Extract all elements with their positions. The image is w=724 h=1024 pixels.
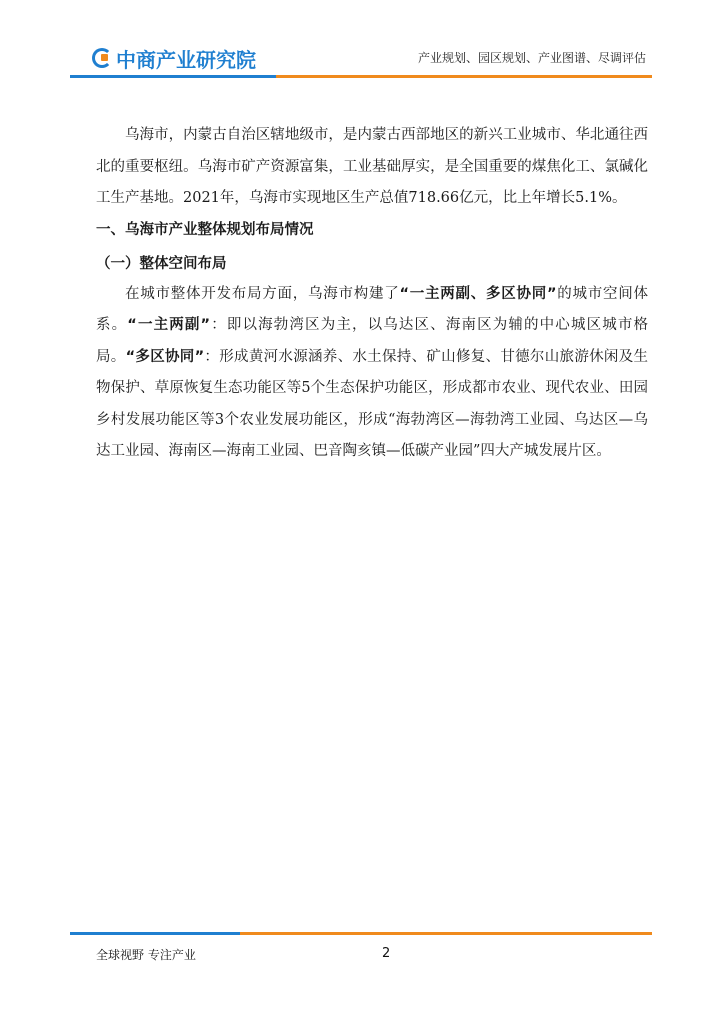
bold-term: “多区协同”	[125, 348, 205, 365]
text-run: 在城市整体开发布局方面，乌海市构建了	[125, 285, 400, 302]
bold-term: “一主两副”	[127, 317, 211, 333]
section-heading: 一、乌海市产业整体规划布局情况	[96, 221, 314, 238]
page-number: 2	[382, 946, 391, 961]
header-divider-orange	[276, 75, 652, 78]
bold-term: “一主两副、多区协同”	[399, 285, 557, 302]
logo-mark-icon	[92, 48, 112, 68]
page-header	[0, 0, 724, 90]
subsection-heading: （一）整体空间布局	[96, 255, 227, 272]
text-run: 的城市空间体系。	[96, 285, 649, 333]
logo-text: 中商产业研究院	[116, 47, 256, 72]
document-body	[96, 120, 648, 468]
intro-paragraph: 乌海市，内蒙古自治区辖地级市，是内蒙古西部地区的新兴工业城市、华北通往西北的重要枢纽。乌海市矿产资源富集，工业基础厚实，是全国重要的煤焦化工、氯碱化工生产基地。2021年，乌海市实现地区生产总值718.66亿元，比上年增长5.1%。	[96, 127, 648, 206]
footer-slogan: 全球视野 专注产业	[96, 948, 196, 962]
text-run: ：即以海勃湾区为主，以乌达区、海南区为辅的中心城区城市格局。	[96, 317, 649, 365]
layout-paragraph	[96, 279, 648, 468]
footer-divider-orange	[240, 932, 652, 935]
footer-divider-blue	[70, 932, 240, 935]
header-tagline: 产业规划、园区规划、产业图谱、尽调评估	[417, 51, 646, 65]
text-run: ：形成黄河水源涵养、水土保持、矿山修复、甘德尔山旅游休闲及生物保护、草原恢复生态功能区等5个生态保护功能区，形成都市农业、现代农业、田园乡村发展功能区等3个农业发展功能区，形成“海勃湾区—海勃湾工业园、乌达区—乌达工业园、海南区—海南工业园、巴音陶亥镇—低碳产业园”四大产城发展片区。	[96, 348, 649, 459]
company-logo	[92, 44, 256, 72]
header-divider-blue	[70, 75, 276, 78]
